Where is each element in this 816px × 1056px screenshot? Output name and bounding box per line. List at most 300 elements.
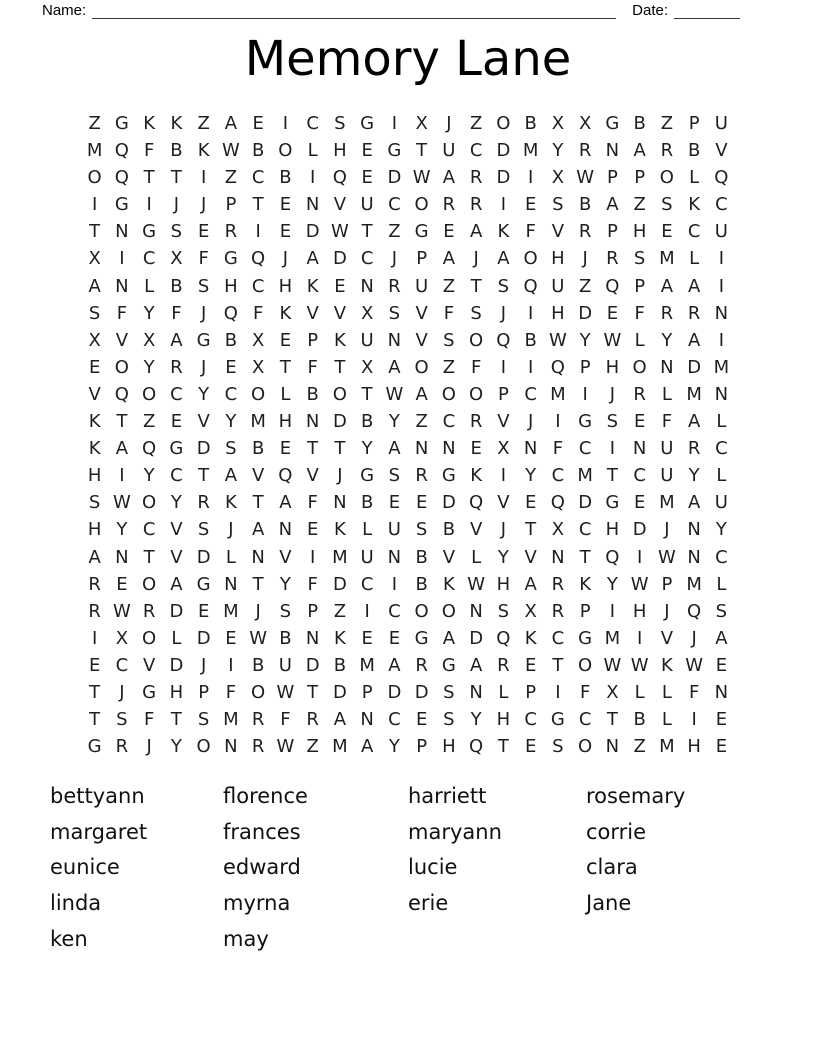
grid-letter: M bbox=[550, 383, 566, 405]
grid-letter: A bbox=[687, 411, 701, 433]
grid-letter: X bbox=[251, 329, 265, 351]
grid-letter: S bbox=[443, 709, 455, 731]
grid-letter: K bbox=[88, 438, 101, 460]
grid-letter: F bbox=[116, 302, 128, 324]
grid-letter: E bbox=[661, 221, 673, 243]
grid-letter: N bbox=[387, 329, 402, 351]
grid-letter: R bbox=[197, 492, 210, 514]
grid-letter: O bbox=[196, 736, 211, 758]
grid-letter: D bbox=[687, 356, 702, 378]
grid-letter: V bbox=[88, 383, 101, 405]
grid-letter: J bbox=[582, 248, 588, 270]
grid-letter: U bbox=[360, 546, 374, 568]
grid-letter: C bbox=[687, 221, 701, 243]
grid-letter: W bbox=[276, 736, 295, 758]
grid-letter: C bbox=[142, 519, 156, 541]
grid-letter: E bbox=[306, 519, 319, 541]
grid-letter: P bbox=[579, 600, 591, 622]
grid-letter: P bbox=[579, 356, 591, 378]
grid-letter: N bbox=[660, 356, 674, 378]
grid-letter: Y bbox=[579, 329, 591, 351]
grid-letter: T bbox=[143, 546, 155, 568]
grid-letter: I bbox=[527, 356, 534, 378]
grid-letter: L bbox=[716, 573, 727, 595]
grid-letter: G bbox=[360, 465, 375, 487]
grid-letter: P bbox=[661, 573, 673, 595]
grid-letter: K bbox=[306, 275, 319, 297]
grid-row bbox=[81, 598, 735, 625]
grid-row bbox=[81, 435, 735, 462]
grid-letter: I bbox=[636, 546, 643, 568]
grid-letter: R bbox=[687, 302, 701, 324]
grid-letter: E bbox=[197, 600, 210, 622]
grid-letter: A bbox=[333, 709, 347, 731]
grid-letter: E bbox=[225, 356, 237, 378]
grid-letter: S bbox=[633, 248, 646, 270]
grid-letter: U bbox=[551, 275, 565, 297]
grid-letter: I bbox=[718, 329, 725, 351]
grid-row bbox=[81, 679, 735, 706]
grid-letter: C bbox=[578, 519, 592, 541]
grid-letter: G bbox=[578, 411, 593, 433]
grid-row bbox=[81, 625, 735, 652]
grid-letter: N bbox=[333, 492, 347, 514]
grid-letter: E bbox=[388, 627, 401, 649]
grid-letter: H bbox=[87, 519, 102, 541]
grid-letter: I bbox=[391, 573, 398, 595]
grid-letter: Z bbox=[578, 275, 592, 297]
grid-letter: I bbox=[228, 654, 234, 676]
grid-letter: E bbox=[524, 492, 537, 514]
grid-letter: T bbox=[89, 709, 101, 731]
grid-letter: E bbox=[88, 654, 101, 676]
grid-letter: O bbox=[441, 383, 456, 405]
grid-letter: I bbox=[609, 600, 616, 622]
grid-letter: K bbox=[333, 329, 346, 351]
grid-letter: B bbox=[279, 627, 292, 649]
word-list-item: harriett bbox=[408, 784, 487, 808]
grid-letter: T bbox=[579, 546, 591, 568]
grid-letter: D bbox=[305, 221, 320, 243]
grid-letter: D bbox=[469, 627, 484, 649]
grid-letter: U bbox=[360, 329, 374, 351]
grid-letter: R bbox=[170, 356, 183, 378]
grid-letter: S bbox=[170, 221, 183, 243]
grid-letter: E bbox=[279, 329, 292, 351]
grid-letter: I bbox=[718, 275, 725, 297]
grid-letter: U bbox=[714, 113, 728, 134]
grid-letter: G bbox=[142, 681, 157, 703]
grid-letter: C bbox=[360, 248, 374, 270]
grid-letter: G bbox=[414, 221, 429, 243]
grid-letter: E bbox=[606, 302, 619, 324]
grid-letter: T bbox=[606, 709, 618, 731]
grid-letter: Y bbox=[143, 356, 155, 378]
grid-letter: Q bbox=[142, 438, 157, 460]
grid-letter: V bbox=[170, 546, 183, 568]
grid-letter: G bbox=[196, 573, 211, 595]
grid-letter: V bbox=[442, 546, 456, 568]
grid-letter: I bbox=[309, 167, 316, 189]
date-label: Date: bbox=[632, 2, 668, 19]
word-list-item: maryann bbox=[408, 819, 502, 844]
grid-letter: M bbox=[577, 465, 593, 487]
grid-letter: Y bbox=[225, 411, 237, 433]
grid-letter: D bbox=[387, 167, 402, 189]
grid-letter: D bbox=[169, 654, 184, 676]
grid-letter: R bbox=[469, 194, 483, 216]
grid-letter: N bbox=[523, 438, 538, 460]
grid-letter: Y bbox=[116, 519, 128, 541]
grid-letter: M bbox=[250, 411, 266, 433]
grid-letter: T bbox=[307, 438, 319, 460]
grid-letter: A bbox=[687, 329, 701, 351]
grid-row bbox=[81, 300, 735, 327]
grid-letter: Z bbox=[633, 736, 646, 758]
grid-letter: X bbox=[551, 167, 565, 189]
grid-letter: O bbox=[142, 383, 157, 405]
grid-letter: O bbox=[414, 600, 429, 622]
grid-letter: V bbox=[715, 140, 728, 162]
grid-letter: K bbox=[143, 113, 156, 134]
grid-letter: C bbox=[388, 194, 401, 216]
grid-letter: E bbox=[116, 573, 128, 595]
grid-letter: F bbox=[280, 709, 291, 731]
grid-row bbox=[81, 354, 735, 381]
grid-letter: W bbox=[276, 681, 295, 703]
grid-letter: J bbox=[473, 248, 479, 270]
grid-letter: D bbox=[578, 302, 593, 324]
grid-letter: P bbox=[606, 221, 618, 243]
grid-letter: Q bbox=[523, 275, 538, 297]
grid-letter: M bbox=[713, 356, 730, 378]
grid-letter: L bbox=[362, 519, 373, 541]
grid-letter: C bbox=[115, 654, 129, 676]
grid-letter: Z bbox=[333, 600, 347, 622]
grid-letter: V bbox=[497, 411, 510, 433]
grid-letter: C bbox=[306, 113, 319, 134]
grid-letter: S bbox=[279, 600, 292, 622]
grid-letter: U bbox=[415, 275, 429, 297]
grid-letter: Q bbox=[114, 383, 129, 405]
grid-letter: Y bbox=[388, 736, 400, 758]
grid-letter: B bbox=[251, 654, 265, 676]
grid-letter: U bbox=[360, 194, 374, 216]
grid-letter: A bbox=[633, 140, 646, 162]
grid-letter: Q bbox=[278, 465, 293, 487]
grid-letter: O bbox=[469, 383, 484, 405]
grid-letter: P bbox=[634, 167, 646, 189]
grid-letter: T bbox=[361, 221, 373, 243]
grid-letter: D bbox=[332, 248, 347, 270]
grid-letter: I bbox=[555, 411, 561, 433]
grid-letter: K bbox=[333, 627, 346, 649]
grid-row bbox=[81, 110, 735, 137]
grid-row bbox=[81, 462, 735, 489]
grid-letter: G bbox=[441, 654, 456, 676]
grid-letter: R bbox=[551, 573, 565, 595]
grid-letter: R bbox=[251, 709, 265, 731]
grid-letter: J bbox=[173, 194, 180, 216]
grid-letter: C bbox=[442, 411, 456, 433]
grid-letter: Y bbox=[606, 573, 618, 595]
grid-row bbox=[81, 516, 735, 543]
grid-letter: R bbox=[469, 411, 483, 433]
grid-letter: Y bbox=[279, 573, 291, 595]
grid-letter: N bbox=[714, 302, 729, 324]
grid-letter: J bbox=[527, 411, 534, 433]
grid-row bbox=[81, 137, 735, 164]
grid-letter: I bbox=[91, 194, 98, 216]
grid-letter: W bbox=[467, 573, 486, 595]
grid-letter: A bbox=[442, 248, 456, 270]
grid-letter: A bbox=[660, 275, 674, 297]
grid-letter: S bbox=[197, 519, 210, 541]
grid-letter: S bbox=[415, 519, 428, 541]
name-blank-line bbox=[92, 3, 616, 19]
grid-letter: J bbox=[664, 519, 670, 541]
grid-letter: N bbox=[605, 140, 620, 162]
grid-letter: I bbox=[91, 627, 98, 649]
grid-letter: U bbox=[714, 492, 728, 514]
grid-letter: N bbox=[469, 681, 483, 703]
grid-letter: E bbox=[279, 194, 292, 216]
grid-letter: I bbox=[609, 438, 616, 460]
grid-letter: P bbox=[307, 600, 319, 622]
grid-letter: M bbox=[686, 383, 702, 405]
grid-letter: B bbox=[415, 573, 428, 595]
grid-letter: R bbox=[415, 465, 428, 487]
grid-letter: D bbox=[196, 438, 211, 460]
grid-letter: B bbox=[224, 329, 238, 351]
grid-letter: V bbox=[660, 627, 674, 649]
grid-letter: S bbox=[497, 275, 510, 297]
word-list-item: corrie bbox=[586, 819, 647, 844]
grid-letter: Q bbox=[550, 492, 565, 514]
grid-letter: C bbox=[170, 465, 183, 487]
grid-letter: V bbox=[333, 302, 347, 324]
grid-letter: X bbox=[251, 356, 265, 378]
grid-letter: R bbox=[497, 654, 510, 676]
grid-letter: K bbox=[88, 411, 101, 433]
grid-letter: O bbox=[87, 167, 102, 189]
grid-letter: S bbox=[197, 709, 210, 731]
grid-letter: P bbox=[416, 248, 428, 270]
grid-letter: G bbox=[605, 492, 620, 514]
grid-letter: W bbox=[630, 654, 649, 676]
grid-letter: V bbox=[551, 221, 565, 243]
grid-letter: P bbox=[634, 275, 646, 297]
grid-letter: L bbox=[634, 329, 645, 351]
grid-letter: B bbox=[687, 140, 701, 162]
grid-letter: H bbox=[632, 600, 647, 622]
word-list-column bbox=[408, 779, 586, 958]
grid-letter: T bbox=[416, 140, 428, 162]
grid-letter: P bbox=[225, 194, 237, 216]
grid-letter: V bbox=[279, 546, 292, 568]
grid-letter: J bbox=[609, 383, 616, 405]
grid-letter: O bbox=[441, 600, 456, 622]
grid-letter: R bbox=[142, 600, 156, 622]
grid-letter: R bbox=[578, 140, 592, 162]
grid-letter: K bbox=[442, 573, 455, 595]
grid-letter: O bbox=[496, 113, 511, 134]
grid-letter: S bbox=[334, 113, 346, 134]
grid-letter: Q bbox=[550, 356, 565, 378]
grid-letter: B bbox=[251, 438, 265, 460]
grid-letter: M bbox=[522, 140, 539, 162]
grid-letter: F bbox=[579, 681, 591, 703]
grid-letter: L bbox=[280, 383, 291, 405]
grid-letter: T bbox=[606, 465, 618, 487]
grid-letter: H bbox=[169, 681, 184, 703]
grid-letter: J bbox=[282, 248, 289, 270]
grid-letter: N bbox=[714, 681, 729, 703]
date-blank-line bbox=[674, 3, 740, 19]
grid-letter: T bbox=[334, 356, 346, 378]
grid-letter: J bbox=[337, 465, 343, 487]
grid-letter: N bbox=[224, 573, 238, 595]
grid-letter: V bbox=[415, 302, 428, 324]
grid-letter: U bbox=[387, 519, 401, 541]
grid-letter: G bbox=[387, 140, 402, 162]
grid-letter: A bbox=[88, 275, 101, 297]
grid-letter: X bbox=[88, 329, 101, 351]
grid-letter: U bbox=[714, 221, 728, 243]
grid-letter: T bbox=[116, 411, 128, 433]
grid-letter: O bbox=[332, 383, 347, 405]
grid-letter: J bbox=[255, 600, 261, 622]
grid-letter: N bbox=[442, 438, 456, 460]
grid-letter: E bbox=[524, 736, 537, 758]
grid-letter: T bbox=[307, 681, 319, 703]
grid-letter: N bbox=[387, 546, 402, 568]
grid-letter: G bbox=[414, 627, 429, 649]
grid-letter: W bbox=[657, 546, 676, 568]
grid-letter: V bbox=[333, 194, 347, 216]
grid-letter: V bbox=[170, 519, 183, 541]
grid-letter: X bbox=[142, 329, 156, 351]
grid-letter: C bbox=[524, 383, 537, 405]
grid-letter: M bbox=[604, 627, 621, 649]
word-list-item: clara bbox=[586, 855, 638, 880]
grid-letter: B bbox=[251, 140, 265, 162]
grid-letter: E bbox=[715, 736, 728, 758]
grid-letter: P bbox=[416, 736, 428, 758]
grid-letter: W bbox=[548, 329, 567, 351]
grid-letter: N bbox=[414, 438, 429, 460]
grid-letter: D bbox=[332, 573, 347, 595]
grid-letter: Y bbox=[361, 438, 373, 460]
grid-letter: C bbox=[224, 383, 238, 405]
grid-letter: I bbox=[255, 221, 261, 243]
grid-letter: O bbox=[142, 492, 157, 514]
grid-letter: T bbox=[89, 681, 101, 703]
grid-letter: P bbox=[688, 113, 700, 134]
grid-letter: L bbox=[471, 546, 482, 568]
grid-letter: C bbox=[469, 140, 483, 162]
grid-letter: O bbox=[251, 383, 266, 405]
grid-letter: F bbox=[225, 681, 237, 703]
grid-letter: V bbox=[524, 546, 537, 568]
grid-letter: R bbox=[633, 383, 646, 405]
grid-letter: G bbox=[223, 248, 238, 270]
grid-letter: O bbox=[114, 356, 129, 378]
word-list-item: lucie bbox=[408, 855, 458, 880]
grid-letter: K bbox=[470, 465, 483, 487]
grid-letter: X bbox=[115, 627, 129, 649]
grid-letter: D bbox=[632, 519, 647, 541]
grid-letter: W bbox=[576, 167, 595, 189]
grid-letter: E bbox=[170, 411, 183, 433]
grid-letter: T bbox=[525, 519, 537, 541]
grid-letter: E bbox=[361, 167, 373, 189]
grid-row bbox=[81, 218, 735, 245]
grid-letter: X bbox=[360, 302, 374, 324]
grid-letter: Z bbox=[388, 221, 401, 243]
grid-letter: T bbox=[170, 709, 182, 731]
grid-letter: E bbox=[633, 411, 646, 433]
grid-letter: B bbox=[279, 167, 292, 189]
grid-row bbox=[81, 381, 735, 408]
grid-letter: X bbox=[360, 356, 374, 378]
grid-letter: Q bbox=[605, 275, 620, 297]
grid-letter: D bbox=[332, 411, 347, 433]
grid-letter: F bbox=[634, 302, 645, 324]
grid-letter: K bbox=[688, 194, 701, 216]
grid-letter: R bbox=[660, 302, 674, 324]
grid-letter: P bbox=[606, 167, 618, 189]
grid-letter: H bbox=[333, 140, 347, 162]
grid-letter: O bbox=[578, 736, 593, 758]
grid-letter: A bbox=[224, 113, 238, 134]
grid-letter: D bbox=[441, 492, 456, 514]
grid-letter: A bbox=[170, 573, 183, 595]
grid-letter: Z bbox=[224, 167, 238, 189]
word-list-item: florence bbox=[223, 784, 308, 808]
grid-letter: E bbox=[633, 492, 646, 514]
grid-letter: W bbox=[630, 573, 649, 595]
grid-letter: G bbox=[114, 113, 129, 134]
grid-letter: I bbox=[582, 383, 588, 405]
grid-letter: J bbox=[500, 302, 507, 324]
grid-letter: L bbox=[634, 681, 645, 703]
grid-letter: W bbox=[112, 600, 131, 622]
grid-letter: A bbox=[606, 194, 619, 216]
grid-letter: Q bbox=[714, 167, 729, 189]
grid-letter: A bbox=[715, 627, 728, 649]
word-list-item: linda bbox=[50, 891, 102, 916]
grid-letter: T bbox=[334, 438, 346, 460]
word-list-column bbox=[50, 779, 223, 958]
grid-letter: E bbox=[334, 275, 346, 297]
grid-row bbox=[81, 245, 735, 272]
word-list-item: may bbox=[223, 926, 269, 951]
grid-letter: V bbox=[251, 465, 265, 487]
grid-letter: H bbox=[278, 275, 293, 297]
word-search-grid bbox=[81, 110, 735, 760]
word-list-column bbox=[586, 779, 776, 958]
grid-letter: G bbox=[169, 438, 184, 460]
grid-letter: Q bbox=[496, 329, 511, 351]
grid-letter: T bbox=[361, 383, 373, 405]
grid-letter: G bbox=[114, 194, 129, 216]
grid-letter: S bbox=[225, 438, 237, 460]
grid-letter: L bbox=[661, 681, 672, 703]
grid-letter: I bbox=[200, 167, 207, 189]
grid-letter: S bbox=[388, 302, 401, 324]
grid-letter: J bbox=[446, 113, 452, 134]
